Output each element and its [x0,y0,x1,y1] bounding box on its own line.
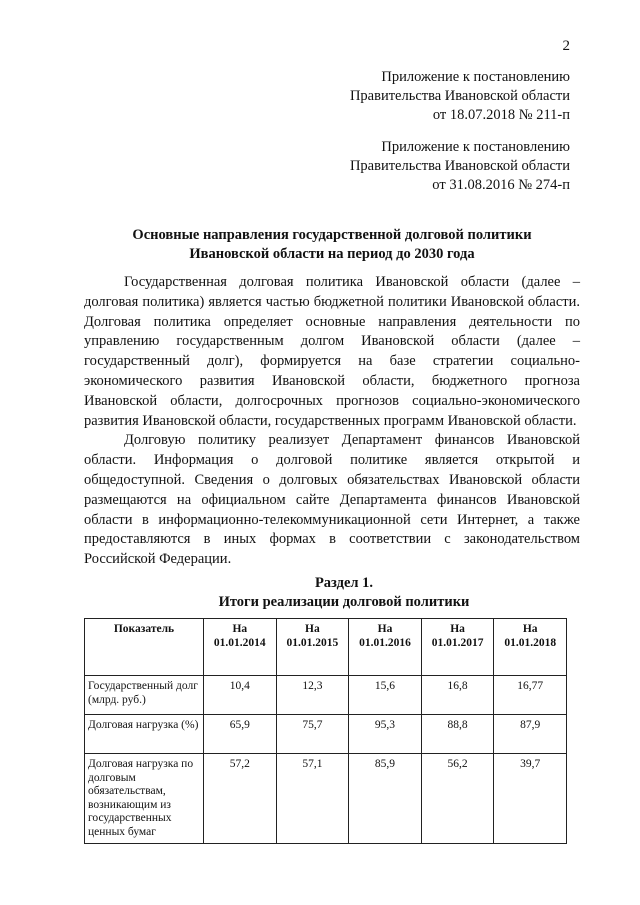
table-header-row [85,619,567,676]
appendix-note-current [350,68,570,125]
document-body [84,273,580,570]
document-title [84,226,580,264]
table-cell: 85,9 [349,754,422,844]
table-cell: 65,9 [204,715,277,754]
table-cell: 75,7 [276,715,349,754]
column-header: На 01.01.2014 [204,619,277,676]
paragraph: Долговую политику реализует Департамент финансов Ивановской области. Информация о долговой политике является открытой и общедоступной. Сведения о долговых обязательствах Ивановской области размещаются на официальном сайте Департамента финансов Ивановской области в информационно-телекоммуникационной сети Интернет, а также предоставляются в иных формах в соответствии с законодательством Российской Федерации. [84,432,580,568]
paragraph: Государственная долговая политика Ивановской области (далее – долговая политика) является частью бюджетной политики Ивановской области. Долговая политика определяет основные направления деятельности по управлению государственным долгом Ивановской области (далее – государственный долг), формируется на базе стратегии социально-экономического развития Ивановской области, бюджетного прогноза Ивановской области, долгосрочных прогнозов социально-экономического развития Ивановской области, государственных программ Ивановской области. [84,274,580,429]
appendix-line: Приложение к постановлению [381,139,570,155]
table-cell: 10,4 [204,676,277,715]
appendix-line: Правительства Ивановской области [349,158,570,174]
table-row [85,754,567,844]
table-cell: 16,77 [494,676,567,715]
row-label: Долговая нагрузка по долговым обязательствам, возникающим из государственных ценных бумаг [85,754,204,844]
table-cell: 16,8 [421,676,494,715]
section-heading [84,574,604,612]
table-row [85,715,567,754]
table-cell: 95,3 [349,715,422,754]
table-cell: 57,1 [276,754,349,844]
section-number: Раздел 1. [314,575,374,591]
table-cell: 57,2 [204,754,277,844]
table-cell: 12,3 [276,676,349,715]
row-label: Долговая нагрузка (%) [85,715,204,754]
section-title: Итоги реализации долговой политики [218,594,470,610]
appendix-line: Приложение к постановлению [381,69,570,85]
column-header: На 01.01.2015 [276,619,349,676]
table-cell: 87,9 [494,715,567,754]
page-number: 2 [562,38,570,54]
appendix-line: от 18.07.2018 № 211-п [432,107,570,123]
column-header: Показатель [85,619,204,676]
table-cell: 88,8 [421,715,494,754]
table-row [85,676,567,715]
column-header: На 01.01.2018 [494,619,567,676]
document-title-line: Основные направления государственной долговой политики [132,227,532,243]
appendix-line: от 31.08.2016 № 274-п [432,177,570,193]
appendix-line: Правительства Ивановской области [349,88,570,104]
table-cell: 39,7 [494,754,567,844]
document-title-line: Ивановской области на период до 2030 года [189,246,475,262]
column-header: На 01.01.2017 [421,619,494,676]
column-header: На 01.01.2016 [349,619,422,676]
table-cell: 56,2 [421,754,494,844]
appendix-note-original [350,138,570,195]
table-cell: 15,6 [349,676,422,715]
debt-policy-results-table [84,618,567,844]
row-label: Государственный долг (млрд. руб.) [85,676,204,715]
